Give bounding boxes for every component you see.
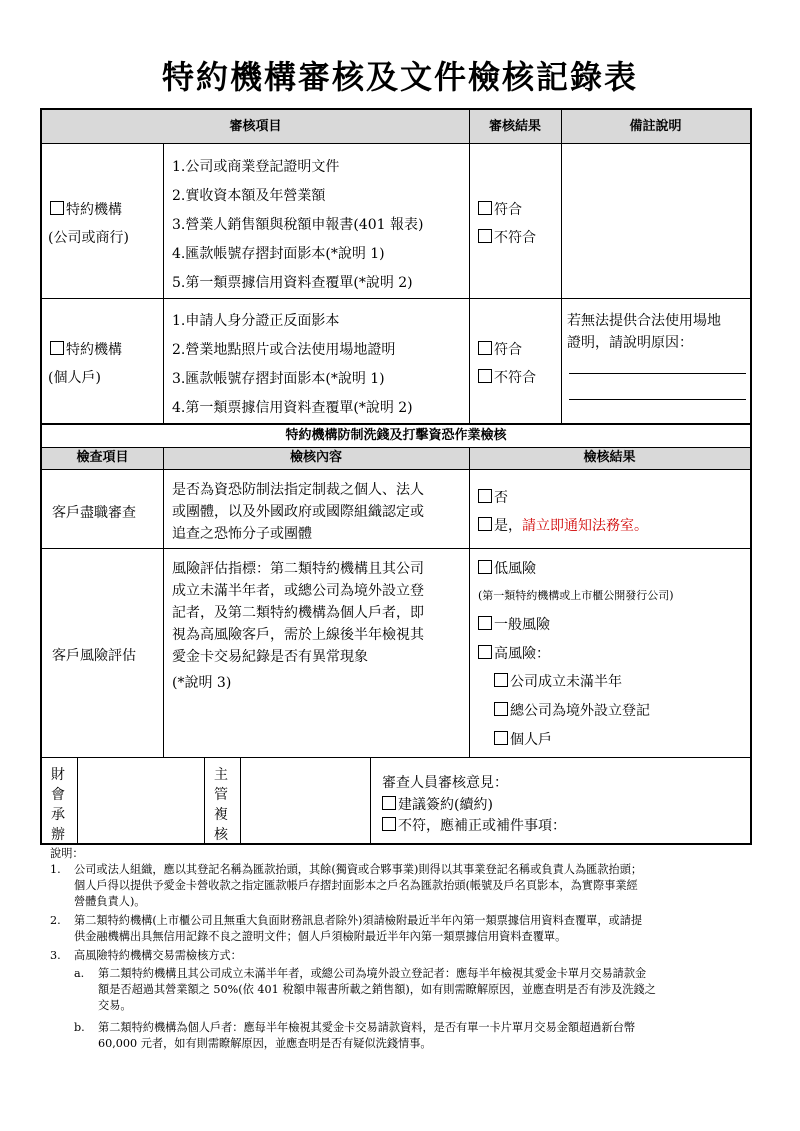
header-check-content: 檢核內容 [163,447,469,469]
remark-text: 證明，請說明原因： [567,335,693,351]
finance-label: 財 會 承 辦 [51,767,65,843]
checkbox-company[interactable] [50,201,64,215]
result-fail-2[interactable]: 不符合 [478,367,536,387]
cdd-option-yes[interactable]: 是，請立即通知法務室。 [478,515,648,535]
risk-content: 視為高風險客戶，需於上線後半年檢視其 [172,627,424,643]
checkbox-yes[interactable] [478,517,492,531]
note-sub-letter: b. [74,1021,85,1034]
notify-legal-text: 請立即通知法務室。 [522,518,648,534]
opinion-approve[interactable]: 建議簽約(續約) [382,794,493,814]
note-text: 公司或法人組織，應以其登記名稱為匯款抬頭，其餘(獨資或合夥事業)則得以其事業登記名稱或負責人為匯款抬頭； [74,863,643,876]
header-review-items: 審核項目 [42,110,469,143]
risk-high-sub[interactable]: 公司成立未滿半年 [494,671,622,691]
note-text: 營體負責人)。 [74,895,146,908]
header-check-item: 檢查項目 [42,447,163,469]
aml-section-title: 特約機構防制洗錢及打擊資恐作業檢核 [42,425,750,447]
checkbox-fail[interactable] [478,229,492,243]
note-text: 交易。 [98,999,132,1012]
checkbox-new-company[interactable] [494,673,508,687]
supervisor-signature-box[interactable] [241,758,370,843]
risk-content: 愛金卡交易紀錄是否有異常現象 [172,649,368,665]
checkbox-normal[interactable] [478,616,492,630]
check-item-risk: 客戶風險評估 [52,648,136,664]
note-text: 第二類特約機構為個人戶者：應每半年檢視其愛金卡交易請款資料，是否有單一卡片單月交易金額超過新台幣 [98,1021,636,1034]
risk-low[interactable]: 低風險 [478,558,536,578]
checkbox-fail[interactable] [478,369,492,383]
header-check-result: 檢核結果 [469,447,750,469]
doc-item: 1.申請人身分證正反面影本 [172,313,340,329]
checkbox-no[interactable] [478,489,492,503]
doc-item: 1.公司或商業登記證明文件 [172,159,340,175]
note-number: 3. [50,949,61,962]
result-pass-2[interactable]: 符合 [478,339,522,359]
doc-item: 3.匯款帳號存摺封面影本(*說明 1) [172,371,385,387]
note-sub-letter: a. [74,967,85,980]
checkbox-pass[interactable] [478,341,492,355]
risk-normal[interactable]: 一般風險 [478,614,550,634]
category-individual-note: (個人戶) [48,370,101,386]
doc-item: 2.實收資本額及年營業額 [172,188,326,204]
note-text: 額是否超過其營業額之 50%(依 401 稅額申報書所載之銷售額)，如有則需瞭解原因，並應查明是否有涉及洗錢之 [98,983,656,996]
result-fail-1[interactable]: 不符合 [478,227,536,247]
checkbox-individual[interactable] [50,341,64,355]
doc-item: 3.營業人銷售額與稅額申報書(401 報表) [172,217,424,233]
doc-item: 2.營業地點照片或合法使用場地證明 [172,342,396,358]
note-text: 第二類特約機構且其公司成立未滿半年者，或總公司為境外設立登記者：應每半年檢視其愛金卡單月交易請款金 [98,967,647,980]
note-text: 供金融機構出具無信用記錄不良之證明文件；個人戶須檢附最近半年內第一類票據信用資料查覆單。 [74,930,567,943]
page-title: 特約機構審核及文件檢核記錄表 [161,58,638,96]
remark-fill-line[interactable] [569,399,746,400]
risk-content: 風險評估指標：第二類特約機構且其公司 [172,561,424,577]
check-item-cdd: 客戶盡職審查 [52,505,136,521]
remark-fill-line[interactable] [569,373,746,374]
checkbox-individual-risk[interactable] [494,731,508,745]
doc-item: 5.第一類票據信用資料查覆單(*說明 2) [172,275,413,291]
risk-content-note: (*說明 3) [172,675,232,691]
check-content: 追查之恐怖分子或團體 [172,526,312,542]
opinion-reject[interactable]: 不符，應補正或補件事項： [382,815,566,835]
note-text: 第二類特約機構(上市櫃公司且無重大負面財務訊息者除外)須請檢附最近半年內第一類票據信用資料查覆單，或請提 [74,914,643,927]
cdd-option-no[interactable]: 否 [478,487,508,507]
finance-signature-box[interactable] [78,758,204,843]
note-number: 1. [50,863,61,876]
doc-item: 4.第一類票據信用資料查覆單(*說明 2) [172,400,413,416]
checkbox-high[interactable] [478,645,492,659]
category-company-note: (公司或商行) [48,230,129,246]
check-content: 或團體，以及外國政府或國際組織認定或 [172,504,424,520]
risk-content: 成立未滿半年者，或總公司為境外設立登 [172,583,424,599]
result-pass-1[interactable]: 符合 [478,199,522,219]
risk-content: 記者，及第二類特約機構為個人戶者，即 [172,605,424,621]
category-company[interactable]: 特約機構 [50,199,122,219]
note-text: 高風險特約機構交易需檢核方式： [74,949,242,962]
supervisor-label: 主 管 複 核 [214,767,228,843]
risk-high[interactable]: 高風險： [478,643,550,663]
remark-text: 若無法提供合法使用場地 [567,313,721,329]
notes-heading: 說明： [50,847,84,860]
note-text: 個人戶得以提供予愛金卡營收款之指定匯款帳戶存摺封面影本之戶名為匯款抬頭(帳號及戶名頁影本，為實際事業經 [74,879,638,892]
opinion-label: 審查人員審核意見： [382,775,508,791]
note-text: 60,000 元者，如有則需瞭解原因，並應查明是否有疑似洗錢情事。 [98,1037,432,1050]
checkbox-pass[interactable] [478,201,492,215]
check-content: 是否為資恐防制法指定制裁之個人、法人 [172,482,424,498]
checkbox-low[interactable] [478,560,492,574]
checkbox-offshore[interactable] [494,702,508,716]
risk-high-sub[interactable]: 個人戶 [494,729,552,749]
header-remarks: 備註說明 [561,110,750,143]
header-review-result: 審核結果 [469,110,561,143]
review-form-table [40,108,752,845]
risk-low-note: (第一類特約機構或上市櫃公開發行公司) [478,589,674,602]
category-individual[interactable]: 特約機構 [50,339,122,359]
doc-item: 4.匯款帳號存摺封面影本(*說明 1) [172,246,385,262]
checkbox-approve[interactable] [382,796,396,810]
note-number: 2. [50,914,61,927]
checkbox-reject[interactable] [382,817,396,831]
risk-high-sub[interactable]: 總公司為境外設立登記 [494,700,650,720]
